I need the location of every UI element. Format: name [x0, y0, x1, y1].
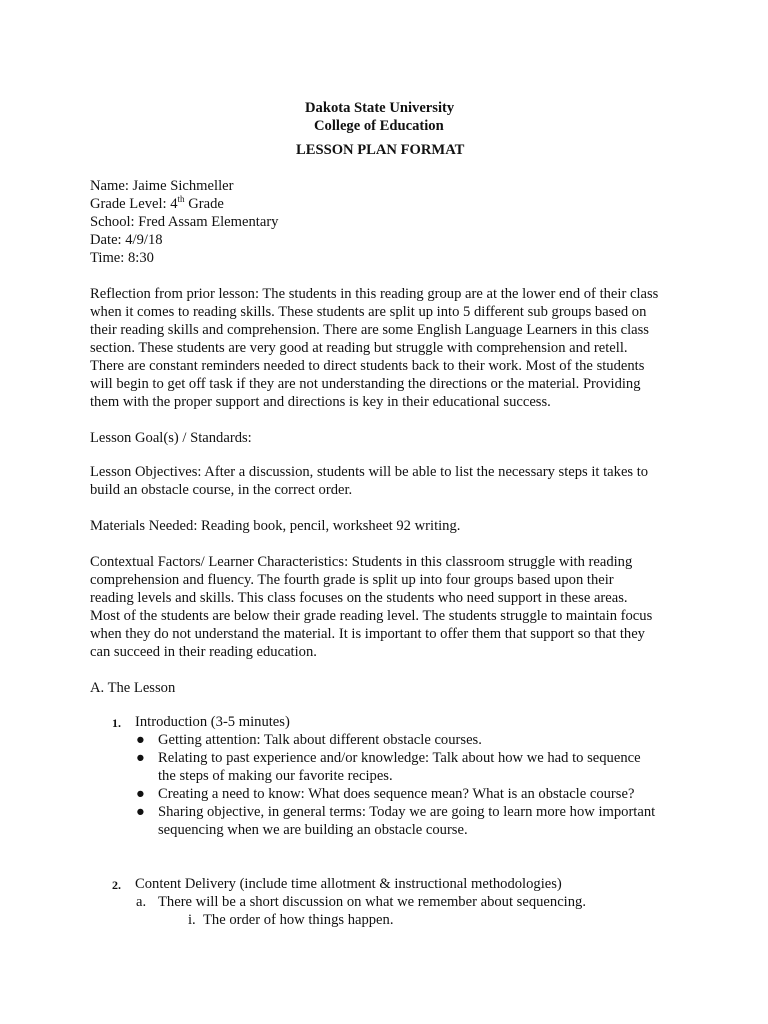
- bullet-line: Creating a need to know: What does sequence mean? What is an obstacle course?: [158, 786, 635, 802]
- reflection-line: Reflection from prior lesson: The students in this reading group are at the lower end of their class: [90, 286, 659, 302]
- item2-sub-a-marker: a.: [136, 894, 147, 910]
- item1-bullet-3: [158, 785, 634, 803]
- item2-number: 2.: [112, 878, 121, 892]
- reflection-line: will begin to get off task if they are not understanding the directions or the material. Providing: [90, 376, 641, 392]
- objectives-line: Lesson Objectives: After a discussion, students will be able to list the necessary steps it takes to: [90, 464, 649, 480]
- contextual-line: comprehension and fluency. The fourth grade is split up into four groups based upon their: [90, 572, 614, 588]
- reflection-line: There are constant reminders needed to direct students back to their work. Most of the students: [90, 358, 645, 374]
- contextual-line: reading levels and skills. This class focuses on the students who need support in these areas.: [90, 590, 628, 606]
- university-title: Dakota State University: [305, 100, 455, 116]
- item2-title: Content Delivery (include time allotment & instructional methodologies): [135, 876, 562, 892]
- reflection-line: when it comes to reading skills. These students are split up into 5 different sub groups based on: [90, 304, 647, 320]
- contextual-line: can succeed in their reading education.: [90, 644, 317, 660]
- reflection-paragraph: [90, 285, 690, 411]
- bullet-line: the steps of making our favorite recipes.: [158, 768, 393, 784]
- contextual-line: Most of the students are below their grade reading level. The students struggle to maintain focus: [90, 608, 653, 624]
- name-line: Name: Jaime Sichmeller: [90, 178, 234, 194]
- date-line: Date: 4/9/18: [90, 232, 163, 248]
- lesson-heading: A. The Lesson: [90, 680, 176, 696]
- school-line: School: Fred Assam Elementary: [90, 214, 279, 230]
- item1-bullet-2: [158, 749, 641, 785]
- bullet-line: sequencing when we are building an obstacle course.: [158, 822, 468, 838]
- bullet-line: Sharing objective, in general terms: Today we are going to learn more how important: [158, 804, 656, 820]
- item2-sub-i-marker: i.: [188, 912, 196, 928]
- grade-superscript: th: [177, 194, 185, 205]
- lesson-goals: [90, 429, 690, 447]
- format-title: LESSON PLAN FORMAT: [296, 142, 465, 158]
- bullet-icon: ●: [136, 732, 145, 748]
- bullet-icon: ●: [136, 804, 145, 820]
- item2-sub-i-text: The order of how things happen.: [203, 912, 394, 928]
- grade-suffix: Grade: [184, 196, 224, 212]
- reflection-line: section. These students are very good at reading but struggle with comprehension and retell.: [90, 340, 628, 356]
- item1-bullet-1: [158, 731, 482, 749]
- contextual-line: Contextual Factors/ Learner Characteristics: Students in this classroom struggle with reading: [90, 554, 633, 570]
- item1-number: 1.: [112, 716, 121, 730]
- reflection-line: them with the proper support and directions is key in their educational success.: [90, 394, 551, 410]
- item2-sub-a-text: There will be a short discussion on what we remember about sequencing.: [158, 894, 586, 910]
- grade-line: [90, 195, 690, 213]
- bullet-icon: ●: [136, 786, 145, 802]
- materials-needed: [90, 517, 690, 535]
- time-line: Time: 8:30: [90, 250, 154, 266]
- info-block: [90, 177, 690, 267]
- lesson-objectives: [90, 463, 690, 499]
- bullet-icon: ●: [136, 750, 145, 766]
- materials-line: Materials Needed: Reading book, pencil, worksheet 92 writing.: [90, 518, 461, 534]
- bullet-line: Getting attention: Talk about different obstacle courses.: [158, 732, 482, 748]
- reflection-line: their reading skills and comprehension. There are some English Language Learners in this class: [90, 322, 649, 338]
- goals-line: Lesson Goal(s) / Standards:: [90, 430, 252, 446]
- college-title: College of Education: [314, 118, 444, 134]
- objectives-line: build an obstacle course, in the correct order.: [90, 482, 353, 498]
- contextual-factors: [90, 553, 690, 661]
- item1-bullet-4: [158, 803, 655, 839]
- grade-prefix: Grade Level: 4: [90, 196, 178, 212]
- contextual-line: when they do not understand the material. It is important to offer them that support so that they: [90, 626, 645, 642]
- item1-title: Introduction (3-5 minutes): [135, 714, 290, 730]
- bullet-line: Relating to past experience and/or knowledge: Talk about how we had to sequence: [158, 750, 641, 766]
